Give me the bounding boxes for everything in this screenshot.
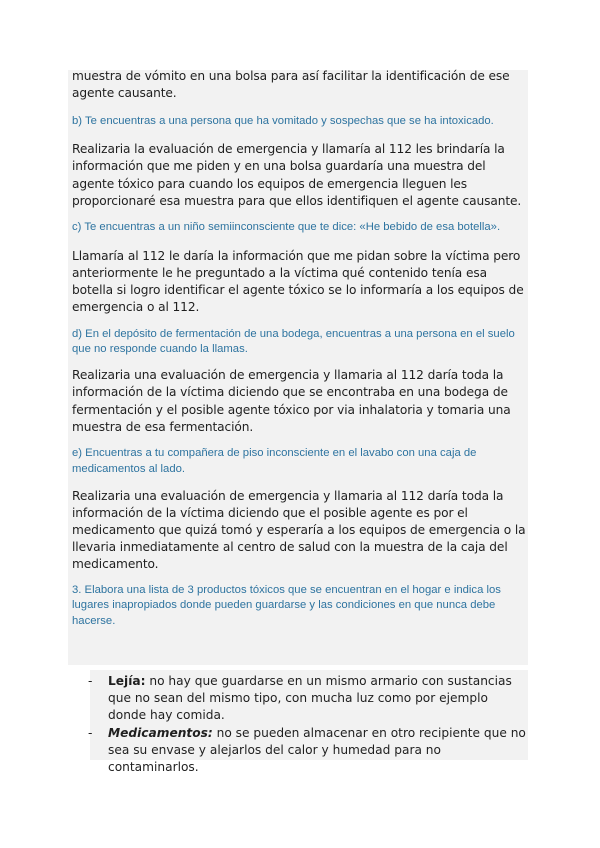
list-item	[88, 673, 528, 725]
toxic-products-list	[88, 673, 528, 776]
list-bullet: -	[88, 674, 93, 688]
answer-e: Realizaria una evaluación de emergencia y llamaria al 112 daría toda la información de la víctima diciendo que el posible agente es por el medicamento que quizá tomó y esperaría a los equipos de emergencia o la llevaria inmediatamente al centro de salud con la muestra de la caja del medicamento.	[72, 488, 526, 572]
answer-b: Realizaria la evaluación de emergencia y llamaría al 112 les brindaría la información que me piden y en una bolsa guardaría una muestra del agente tóxico para cuando los equipos de emergencia lleguen les proporcionaré esa muestra para que ellos identifiquen el agente causante.	[72, 142, 522, 208]
question-3: 3. Elabora una lista de 3 productos tóxicos que se encuentran en el hogar e indica los lugares inapropiados donde pueden guardarse y las condiciones en que nunca debe hacerse.	[72, 583, 501, 628]
list-item-label: Lejía:	[108, 674, 146, 688]
answer-d: Realizaria una evaluación de emergencia y llamaria al 112 daría toda la información de la víctima diciendo que se encontraba en una bodega de fermentación y el posible agente tóxico por via inhalatoria y tomaria una muestra de esa fermentación.	[72, 368, 511, 434]
answer-c: Llamaría al 112 le daría la información que me pidan sobre la víctima pero anteriormente le he preguntado a la víctima qué contenido tenía esa botella si logro identificar el agente tóxico se lo informaría a los equipos de emergencia o al 112.	[72, 248, 524, 315]
list-item	[88, 725, 528, 777]
question-d: d) En el depósito de fermentación de una bodega, encuentras a una persona en el suelo que no responde cuando la llamas.	[72, 327, 515, 356]
question-c: c) Te encuentras a un niño semiinconsciente que te dice: «He bebido de esa botella».	[72, 221, 501, 234]
answer-paragraph-a-end: muestra de vómito en una bolsa para así facilitar la identificación de ese agente causante.	[72, 69, 510, 101]
list-item-text: no hay que guardarse en un mismo armario con sustancias que no sean del mismo tipo, con mucha luz como por ejemplo donde hay comida.	[108, 674, 512, 723]
list-bullet: -	[88, 725, 93, 740]
list-item-label: Medicamentos:	[108, 725, 213, 740]
question-b: b) Te encuentras a una persona que ha vomitado y sospechas que se ha intoxicado.	[72, 115, 494, 128]
document-body	[72, 68, 528, 630]
question-e: e) Encuentras a tu compañera de piso inconsciente en el lavabo con una caja de medicamentos al lado.	[72, 447, 477, 475]
list-item-text: no se pueden almacenar en otro recipiente que no sea su envase y alejarlos del calor y humedad para no contaminarlos.	[108, 725, 526, 775]
